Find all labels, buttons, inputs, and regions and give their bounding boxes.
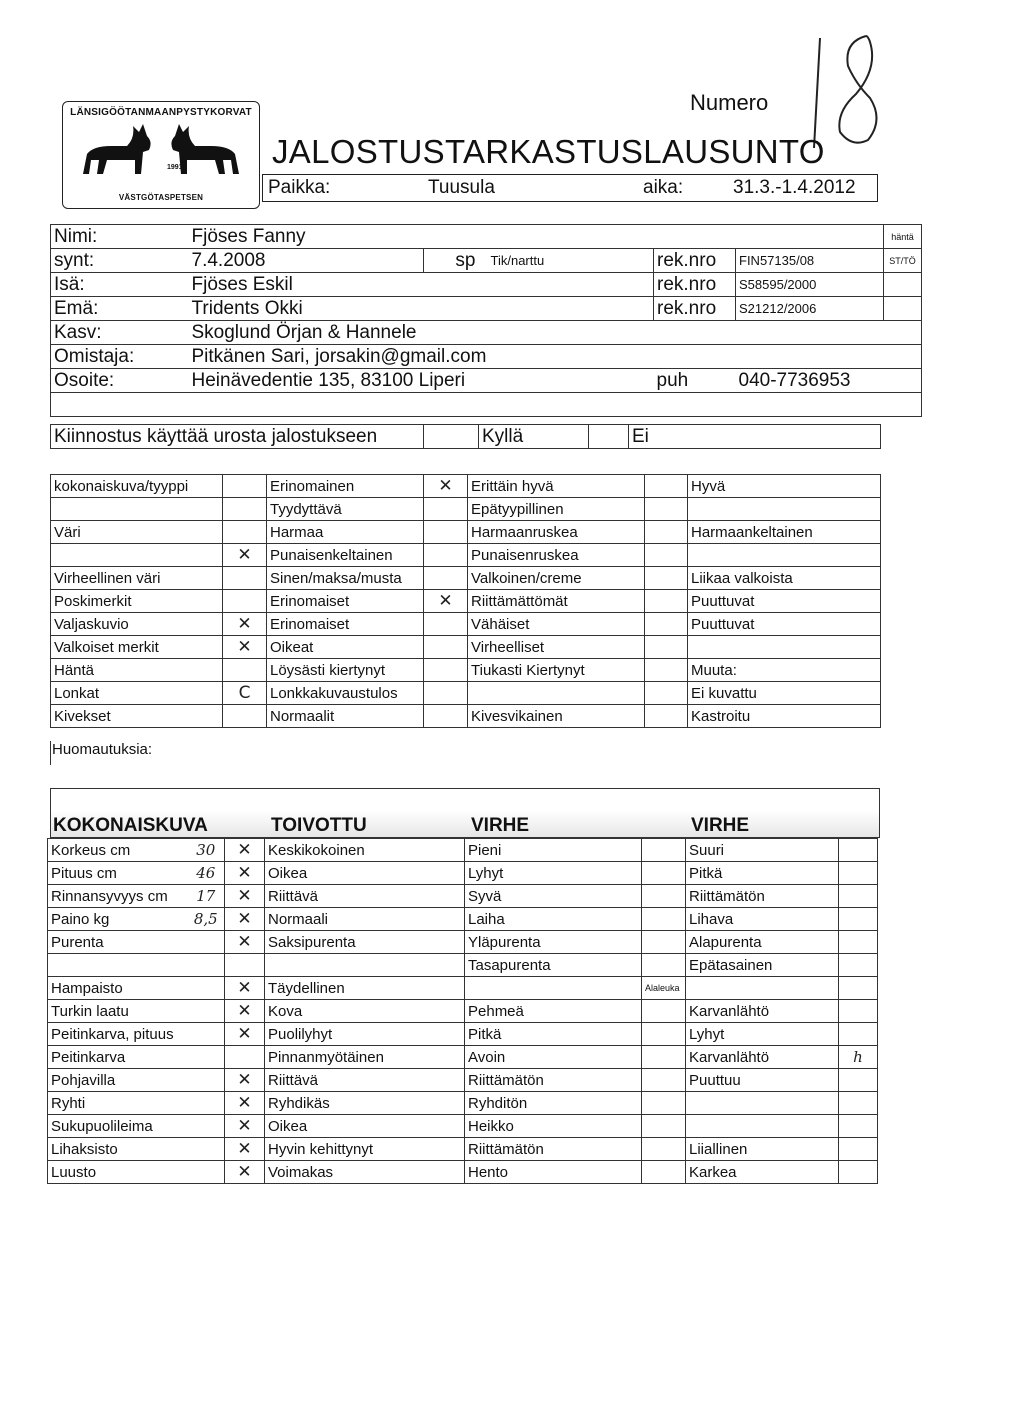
body-cell: Pehmeä [465, 1000, 642, 1023]
dogs-logo-icon [63, 116, 259, 186]
body-cell: Karvanlähtö [686, 1000, 839, 1023]
mark-cell[interactable] [645, 475, 688, 498]
aika-value: 31.3.-1.4.2012 [733, 177, 856, 198]
mark-cell[interactable]: ✕ [225, 1092, 265, 1115]
table-row [51, 321, 922, 345]
mark-cell[interactable] [839, 885, 878, 908]
table-row [51, 659, 881, 682]
eval-cell: Tyydyttävä [267, 498, 424, 521]
club-logo [62, 101, 260, 209]
body-cell: Avoin [465, 1046, 642, 1069]
body-cell: Voimakas [265, 1161, 465, 1184]
mark-cell[interactable]: ✕ [225, 1138, 265, 1161]
body-cell: Riittämätön [686, 885, 839, 908]
body-cell: Pitkä [465, 1023, 642, 1046]
mark-cell[interactable]: C [223, 682, 267, 705]
isa-reknro-value: S58595/2000 [736, 273, 884, 297]
eval-cell: Väri [51, 521, 223, 544]
eval-cell: Poskimerkit [51, 590, 223, 613]
puh-value: 040-7736953 [736, 369, 922, 393]
kylla-checkbox[interactable] [424, 425, 479, 449]
eval-cell: Riittämättömät [468, 590, 645, 613]
body-cell: Karvanlähtö [686, 1046, 839, 1069]
table-row [51, 249, 922, 273]
body-cell: Puolilyhyt [265, 1023, 465, 1046]
body-cell [265, 954, 465, 977]
handwritten-measure[interactable]: 17 [188, 885, 225, 908]
handwritten-measure[interactable]: 46 [188, 862, 225, 885]
mark-cell[interactable]: h [839, 1046, 878, 1069]
stto-label: ST/TÖ [884, 249, 922, 273]
mark-cell[interactable]: ✕ [225, 908, 265, 931]
numero-label: Numero [690, 90, 769, 115]
table-row [48, 931, 878, 954]
trait-label: Ryhti [48, 1092, 188, 1115]
table-row [51, 225, 922, 249]
mark-cell[interactable] [424, 498, 468, 521]
eval-cell: Virheelliset [468, 636, 645, 659]
eval-cell: Vähäiset [468, 613, 645, 636]
mark-cell[interactable] [642, 1138, 686, 1161]
handwritten-measure[interactable]: 8,5 [188, 908, 225, 931]
mark-cell[interactable] [839, 908, 878, 931]
table-row [51, 613, 881, 636]
osoite-value: Heinävedentie 135, 83100 Liperi [189, 369, 654, 393]
body-cell: Lyhyt [465, 862, 642, 885]
eval-cell: Lonkat [51, 682, 223, 705]
table-row [51, 273, 922, 297]
body-cell: Syvä [465, 885, 642, 908]
kiinnostus-table [50, 424, 881, 449]
mark-cell[interactable] [645, 705, 688, 728]
body-cell: Saksipurenta [265, 931, 465, 954]
mark-cell[interactable]: ✕ [223, 544, 267, 567]
mark-cell[interactable] [424, 567, 468, 590]
mark-cell[interactable] [839, 931, 878, 954]
ema-value: Tridents Okki [189, 297, 654, 321]
mark-cell[interactable] [424, 682, 468, 705]
mark-cell[interactable]: ✕ [225, 1161, 265, 1184]
body-cell: Pinnanmyötäinen [265, 1046, 465, 1069]
logo-top-text: LÄNSIGÖÖTANMAANPYSTYKORVAT [70, 107, 252, 118]
handwritten-measure[interactable] [188, 954, 225, 977]
ei-checkbox[interactable] [589, 425, 629, 449]
trait-label: Purenta [48, 931, 188, 954]
kokonaiskuva-header: KOKONAISKUVA [53, 815, 208, 836]
mark-cell[interactable] [645, 567, 688, 590]
eval-cell: Hyvä [688, 475, 881, 498]
table-row [51, 425, 881, 449]
mark-cell[interactable] [424, 521, 468, 544]
table-row [51, 636, 881, 659]
body-cell: Laiha [465, 908, 642, 931]
table-row [51, 297, 922, 321]
mark-cell[interactable] [839, 1069, 878, 1092]
trait-label: Turkin laatu [48, 1000, 188, 1023]
table-row [51, 393, 922, 417]
mark-cell[interactable] [839, 1138, 878, 1161]
mark-cell[interactable]: ✕ [225, 1023, 265, 1046]
aika-label: aika: [643, 177, 684, 198]
handwritten-measure[interactable] [188, 1023, 225, 1046]
huomautuksia-label: Huomautuksia: [52, 741, 153, 758]
osoite-label: Osoite: [51, 369, 189, 393]
body-cell: Hyvin kehittynyt [265, 1138, 465, 1161]
eval-cell: Puuttuvat [688, 613, 881, 636]
mark-cell[interactable] [645, 498, 688, 521]
ei-label: Ei [629, 425, 881, 449]
mark-cell[interactable] [642, 1046, 686, 1069]
eval-cell: Harmaankeltainen [688, 521, 881, 544]
eval-cell: Harmaa [267, 521, 424, 544]
mark-cell[interactable] [424, 613, 468, 636]
handwritten-measure[interactable] [188, 1092, 225, 1115]
eval-cell: Erinomaiset [267, 613, 424, 636]
nimi-value: Fjöses Fanny [189, 225, 884, 249]
form-title: JALOSTUSTARKASTUSLAUSUNTO [272, 133, 825, 170]
mark-cell[interactable] [839, 839, 878, 862]
kasv-value: Skoglund Örjan & Hannele [189, 321, 922, 345]
mark-cell[interactable]: ✕ [225, 885, 265, 908]
table-row [51, 369, 922, 393]
handwritten-measure[interactable] [188, 1000, 225, 1023]
trait-label: Peitinkarva, pituus [48, 1023, 188, 1046]
hanta-label: häntä [884, 225, 922, 249]
body-cell [465, 977, 642, 1000]
body-cell: Alapurenta [686, 931, 839, 954]
mark-cell[interactable] [645, 659, 688, 682]
body-cell: Liiallinen [686, 1138, 839, 1161]
mark-cell[interactable]: ✕ [225, 862, 265, 885]
isa-label: Isä: [51, 273, 189, 297]
body-cell [686, 977, 839, 1000]
mark-cell[interactable] [424, 705, 468, 728]
eval-cell: Valjaskuvio [51, 613, 223, 636]
omistaja-label: Omistaja: [51, 345, 189, 369]
body-cell: Normaali [265, 908, 465, 931]
evaluation-table [50, 474, 881, 728]
isa-reknro-label: rek.nro [654, 273, 736, 297]
eval-cell: Harmaanruskea [468, 521, 645, 544]
table-row [48, 862, 878, 885]
mark-cell[interactable] [642, 954, 686, 977]
body-cell: Oikea [265, 1115, 465, 1138]
body-cell: Heikko [465, 1115, 642, 1138]
eval-cell: Kivesvikainen [468, 705, 645, 728]
table-row [48, 1138, 878, 1161]
body-cell: Pitkä [686, 862, 839, 885]
mark-cell[interactable] [645, 636, 688, 659]
table-row [48, 908, 878, 931]
handwritten-measure[interactable] [188, 977, 225, 1000]
logo-year: 1991 [167, 164, 183, 171]
mark-cell[interactable] [839, 1000, 878, 1023]
handwritten-measure[interactable] [188, 931, 225, 954]
body-cell: Suuri [686, 839, 839, 862]
mark-cell[interactable] [642, 1092, 686, 1115]
mark-cell[interactable] [642, 931, 686, 954]
omistaja-value: Pitkänen Sari, jorsakin@gmail.com [189, 345, 922, 369]
body-cell: Karkea [686, 1161, 839, 1184]
table-row [51, 682, 881, 705]
trait-label: Pituus cm [48, 862, 188, 885]
mark-cell[interactable] [839, 954, 878, 977]
mark-cell[interactable] [642, 1069, 686, 1092]
toivottu-header: TOIVOTTU [271, 815, 367, 836]
eval-cell [468, 682, 645, 705]
eval-cell: Ei kuvattu [688, 682, 881, 705]
ema-reknro-value: S21212/2006 [736, 297, 884, 321]
mark-cell[interactable] [223, 590, 267, 613]
body-cell: Pieni [465, 839, 642, 862]
mark-cell[interactable] [642, 885, 686, 908]
mark-cell[interactable]: ✕ [424, 475, 468, 498]
trait-label [48, 954, 188, 977]
trait-label: Lihaksisto [48, 1138, 188, 1161]
eval-cell: Muuta: [688, 659, 881, 682]
eval-cell: Oikeat [267, 636, 424, 659]
paikka-value: Tuusula [428, 177, 495, 198]
body-cell: Riittämätön [465, 1138, 642, 1161]
mark-cell[interactable] [223, 475, 267, 498]
mark-cell[interactable]: ✕ [225, 977, 265, 1000]
virhe-header-1: VIRHE [471, 815, 530, 836]
synt-value: 7.4.2008 [189, 249, 424, 273]
body-cell: Hento [465, 1161, 642, 1184]
dog-info-table [50, 224, 922, 417]
trait-label: Peitinkarva [48, 1046, 188, 1069]
eval-cell: Punaisenruskea [468, 544, 645, 567]
table-row [51, 345, 922, 369]
eval-cell: Puuttuvat [688, 590, 881, 613]
body-cell: Keskikokoinen [265, 839, 465, 862]
trait-label: Pohjavilla [48, 1069, 188, 1092]
mark-cell[interactable] [645, 590, 688, 613]
body-cell: Riittävä [265, 1069, 465, 1092]
body-cell: Riittävä [265, 885, 465, 908]
eval-cell [51, 544, 223, 567]
handwritten-measure[interactable] [188, 1115, 225, 1138]
eval-cell: Kastroitu [688, 705, 881, 728]
table-row [51, 567, 881, 590]
mark-cell[interactable]: ✕ [225, 1000, 265, 1023]
body-cell: Epätasainen [686, 954, 839, 977]
mark-cell[interactable] [223, 498, 267, 521]
mark-cell[interactable] [839, 1161, 878, 1184]
table-row [48, 885, 878, 908]
table-row [48, 1115, 878, 1138]
eval-cell: Lonkkakuvaustulos [267, 682, 424, 705]
reknro-label: rek.nro [654, 249, 736, 273]
table-row [51, 705, 881, 728]
mark-cell[interactable] [642, 839, 686, 862]
mark-cell[interactable]: ✕ [225, 931, 265, 954]
eval-cell [688, 544, 881, 567]
eval-cell: Löysästi kiertynyt [267, 659, 424, 682]
body-cell: Kova [265, 1000, 465, 1023]
handwritten-measure[interactable] [188, 1069, 225, 1092]
eval-cell [688, 498, 881, 521]
sp-value: Tik/narttu [479, 249, 654, 273]
mark-cell[interactable]: ✕ [223, 613, 267, 636]
body-cell: Puuttuu [686, 1069, 839, 1092]
eval-cell: Kivekset [51, 705, 223, 728]
mark-cell[interactable] [223, 705, 267, 728]
eval-cell: Häntä [51, 659, 223, 682]
ema-reknro-label: rek.nro [654, 297, 736, 321]
table-row [51, 475, 881, 498]
trait-label: Korkeus cm [48, 839, 188, 862]
nimi-label: Nimi: [51, 225, 189, 249]
table-row [48, 977, 878, 1000]
mark-cell[interactable] [642, 862, 686, 885]
table-row [48, 1092, 878, 1115]
synt-label: synt: [51, 249, 189, 273]
eval-cell: Punaisenkeltainen [267, 544, 424, 567]
body-cell: Ryhdikäs [265, 1092, 465, 1115]
mark-cell[interactable] [839, 1092, 878, 1115]
eval-cell: Epätyypillinen [468, 498, 645, 521]
table-row [51, 498, 881, 521]
mark-cell[interactable] [642, 1161, 686, 1184]
eval-cell: Valkoinen/creme [468, 567, 645, 590]
mark-cell[interactable]: ✕ [225, 1115, 265, 1138]
ema-label: Emä: [51, 297, 189, 321]
logo-bottom-text: VÄSTGÖTASPETSEN [118, 193, 204, 202]
table-row [48, 1000, 878, 1023]
trait-label: Paino kg [48, 908, 188, 931]
body-cell: Yläpurenta [465, 931, 642, 954]
eval-cell: Erittäin hyvä [468, 475, 645, 498]
mark-cell[interactable] [839, 1115, 878, 1138]
mark-cell[interactable] [642, 1115, 686, 1138]
handwritten-measure[interactable] [188, 1046, 225, 1069]
body-cell: Lyhyt [686, 1023, 839, 1046]
eval-cell: Erinomainen [267, 475, 424, 498]
handwritten-measure[interactable]: 30 [188, 839, 225, 862]
mark-cell[interactable] [645, 521, 688, 544]
body-eval-header [50, 788, 880, 838]
eval-cell: Liikaa valkoista [688, 567, 881, 590]
mark-cell[interactable] [223, 567, 267, 590]
body-cell: Lihava [686, 908, 839, 931]
trait-label: Luusto [48, 1161, 188, 1184]
body-cell: Riittämätön [465, 1069, 642, 1092]
mark-cell[interactable] [223, 521, 267, 544]
eval-cell: Normaalit [267, 705, 424, 728]
table-row [48, 954, 878, 977]
mark-cell[interactable]: ✕ [223, 636, 267, 659]
table-row [48, 1069, 878, 1092]
table-row [48, 839, 878, 862]
body-cell [686, 1115, 839, 1138]
handwritten-measure[interactable] [188, 1138, 225, 1161]
mark-cell[interactable] [839, 1023, 878, 1046]
eval-cell [688, 636, 881, 659]
eval-cell: Virheellinen väri [51, 567, 223, 590]
mark-cell[interactable] [642, 1023, 686, 1046]
sp-label: sp [424, 249, 479, 273]
puh-label: puh [654, 369, 736, 393]
mark-cell[interactable] [645, 682, 688, 705]
trait-label: Rinnansyvyys cm [48, 885, 188, 908]
body-cell [686, 1092, 839, 1115]
kasv-label: Kasv: [51, 321, 189, 345]
table-row [48, 1046, 878, 1069]
mark-cell[interactable]: ✕ [225, 1069, 265, 1092]
body-cell: Täydellinen [265, 977, 465, 1000]
mark-cell[interactable] [645, 613, 688, 636]
mark-cell[interactable] [424, 544, 468, 567]
eval-cell: Sinen/maksa/musta [267, 567, 424, 590]
eval-cell: Tiukasti Kiertynyt [468, 659, 645, 682]
reknro-value: FIN57135/08 [736, 249, 884, 273]
eval-cell [51, 498, 223, 521]
virhe-header-2: VIRHE [691, 815, 750, 836]
mark-cell[interactable] [642, 1000, 686, 1023]
mark-cell[interactable] [839, 862, 878, 885]
handwritten-measure[interactable] [188, 1161, 225, 1184]
mark-cell[interactable] [225, 1046, 265, 1069]
kiinnostus-label: Kiinnostus käyttää urosta jalostukseen [51, 425, 424, 449]
eval-cell: Valkoiset merkit [51, 636, 223, 659]
table-row [48, 1161, 878, 1184]
body-cell: Ryhditön [465, 1092, 642, 1115]
body-cell: Oikea [265, 862, 465, 885]
table-row [48, 1023, 878, 1046]
trait-label: Sukupuolileima [48, 1115, 188, 1138]
table-row [51, 544, 881, 567]
table-row [51, 521, 881, 544]
body-evaluation-table [47, 838, 878, 1184]
mark-cell[interactable] [424, 636, 468, 659]
isa-value: Fjöses Eskil [189, 273, 654, 297]
mark-cell[interactable] [225, 954, 265, 977]
mark-cell[interactable] [642, 908, 686, 931]
mark-cell[interactable] [424, 659, 468, 682]
kylla-label: Kyllä [479, 425, 589, 449]
mark-cell[interactable] [223, 659, 267, 682]
paikka-label: Paikka: [268, 177, 331, 198]
mark-cell[interactable]: ✕ [424, 590, 468, 613]
trait-label: Hampaisto [48, 977, 188, 1000]
eval-cell: Erinomaiset [267, 590, 424, 613]
mark-cell[interactable] [645, 544, 688, 567]
table-row [51, 590, 881, 613]
eval-cell: kokonaiskuva/tyyppi [51, 475, 223, 498]
place-date-box [262, 174, 878, 202]
mark-cell[interactable] [839, 977, 878, 1000]
mark-cell[interactable]: ✕ [225, 839, 265, 862]
jaw-label: Alaleuka [642, 977, 686, 1000]
body-cell: Tasapurenta [465, 954, 642, 977]
